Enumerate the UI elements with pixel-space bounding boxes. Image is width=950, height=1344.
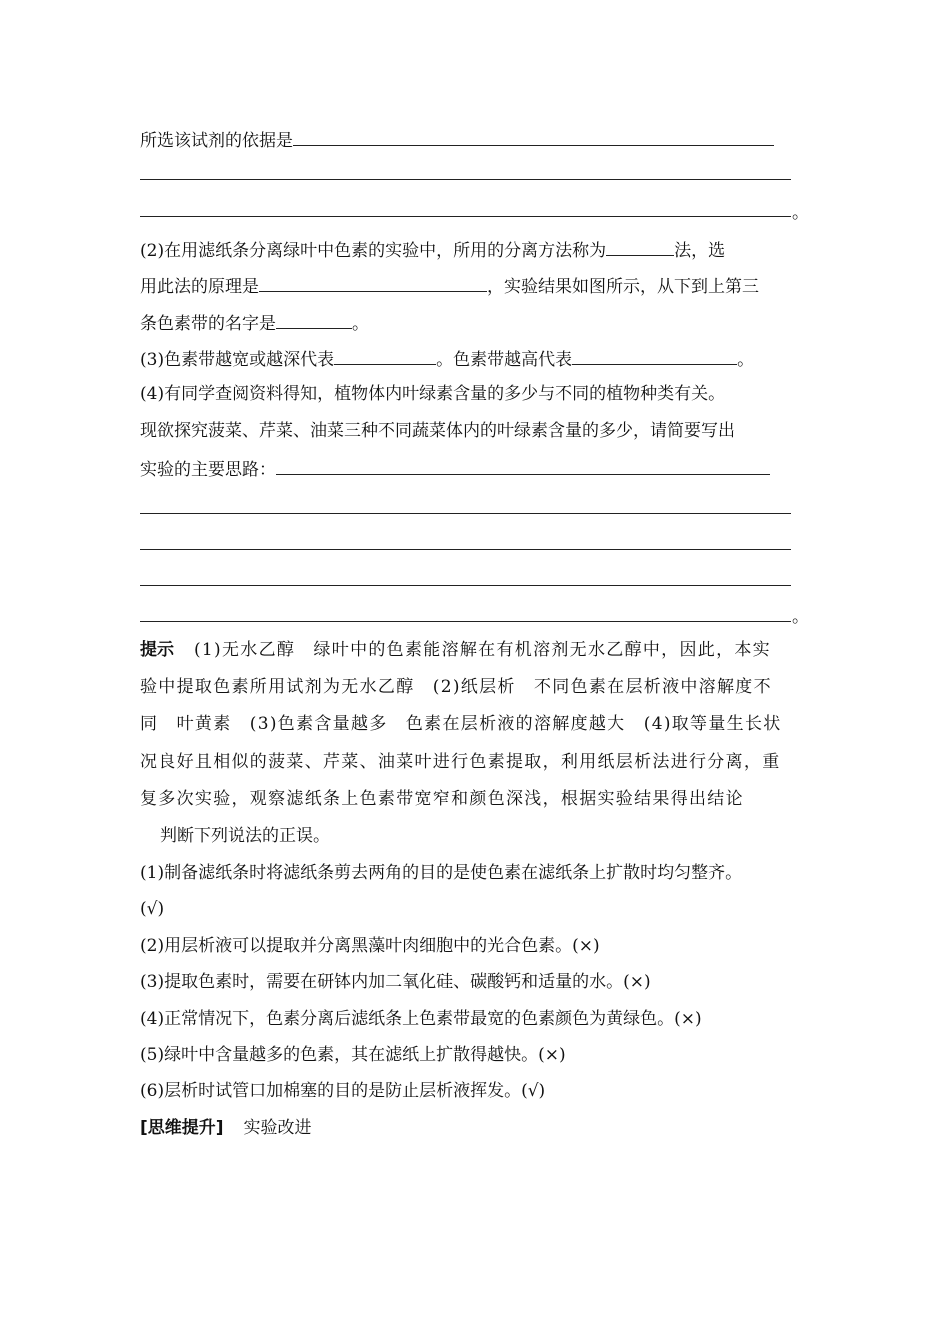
q4-line-2: 现欲探究菠菜、芹菜、油菜三种不同蔬菜体内的叶绿素含量的多少，请简要写出: [140, 421, 735, 441]
judge-statement-2: (2)用层析液可以提取并分离黑藻叶肉细胞中的光合色素。(×): [140, 936, 600, 956]
q2-text: 条色素带的名字是: [140, 314, 276, 334]
hint-line-4: 况良好且相似的菠菜、芹菜、油菜叶进行色素提取，利用纸层析法进行分离，重: [140, 752, 781, 772]
hint-line-5: 复多次实验，观察滤纸条上色素带宽窄和颜色深浅，根据实验结果得出结论: [140, 789, 744, 809]
q2-text: 法，选: [674, 241, 726, 261]
q2-text: (2)在用滤纸条分离绿叶中色素的实验中，所用的分离方法称为: [140, 241, 607, 261]
hint-line-3: 同 叶黄素 (3)色素含量越多 色素在层析液的溶解度越大 (4)取等量生长状: [140, 714, 782, 734]
q4-text: 实验的主要思路：: [140, 460, 276, 480]
hint-label: 提示: [140, 640, 174, 660]
q3-text: 。色素带越高代表: [436, 350, 573, 370]
section-title: 实验改进: [243, 1118, 312, 1138]
q1-basis-blank[interactable]: [293, 128, 774, 146]
q1-basis-line: [140, 128, 774, 152]
q1-basis-prompt: 所选该试剂的依据是: [140, 131, 293, 151]
period: 。: [792, 203, 809, 223]
judge-statement-4: (4)正常情况下，色素分离后滤纸条上色素带最宽的色素颜色为黄绿色。(×): [140, 1009, 702, 1029]
hint-text: (1)无水乙醇 绿叶中的色素能溶解在有机溶剂无水乙醇中，因此，本实: [194, 640, 771, 660]
answer-line[interactable]: [140, 216, 791, 217]
q3-width-blank[interactable]: [334, 347, 436, 365]
q2-method-blank[interactable]: [606, 238, 674, 256]
hint-line-1: [140, 639, 771, 661]
q3-line: [140, 347, 754, 371]
q2-text: 。: [352, 314, 369, 334]
judge-answer-1: (√): [140, 899, 165, 919]
judge-statement-6: (6)层析时试管口加棉塞的目的是防止层析液挥发。(√): [140, 1081, 546, 1101]
answer-line[interactable]: [140, 179, 791, 180]
q2-text: 用此法的原理是: [140, 277, 259, 297]
q2-line-1: [140, 238, 725, 262]
section-heading: [140, 1117, 312, 1139]
q4-blank[interactable]: [276, 457, 770, 475]
q2-band-name-blank[interactable]: [276, 311, 352, 329]
q2-text: ，实验结果如图所示，从下到上第三: [487, 277, 759, 297]
judge-statement-1: (1)制备滤纸条时将滤纸条剪去两角的目的是使色素在滤纸条上扩散时均匀整齐。: [140, 863, 743, 883]
judge-intro: 判断下列说法的正误。: [160, 826, 330, 846]
answer-line[interactable]: [140, 621, 791, 622]
section-label: [思维提升]: [140, 1118, 224, 1138]
q3-height-blank[interactable]: [572, 347, 737, 365]
q2-line-2: [140, 274, 759, 298]
q4-line-3: [140, 457, 770, 481]
hint-line-2: 验中提取色素所用试剂为无水乙醇 (2)纸层析 不同色素在层析液中溶解度不: [140, 677, 772, 697]
q3-text: 。: [737, 350, 755, 370]
answer-line[interactable]: [140, 513, 791, 514]
q2-principle-blank[interactable]: [259, 274, 487, 292]
q4-line-1: (4)有同学查阅资料得知，植物体内叶绿素含量的多少与不同的植物种类有关。: [140, 384, 726, 404]
q3-text: (3)色素带越宽或越深代表: [140, 350, 335, 370]
judge-statement-3: (3)提取色素时，需要在研钵内加二氧化硅、碳酸钙和适量的水。(×): [140, 972, 651, 992]
answer-line[interactable]: [140, 585, 791, 586]
judge-statement-5: (5)绿叶中含量越多的色素，其在滤纸上扩散得越快。(×): [140, 1045, 566, 1065]
q2-line-3: [140, 311, 369, 335]
period: 。: [792, 607, 809, 627]
answer-line[interactable]: [140, 549, 791, 550]
